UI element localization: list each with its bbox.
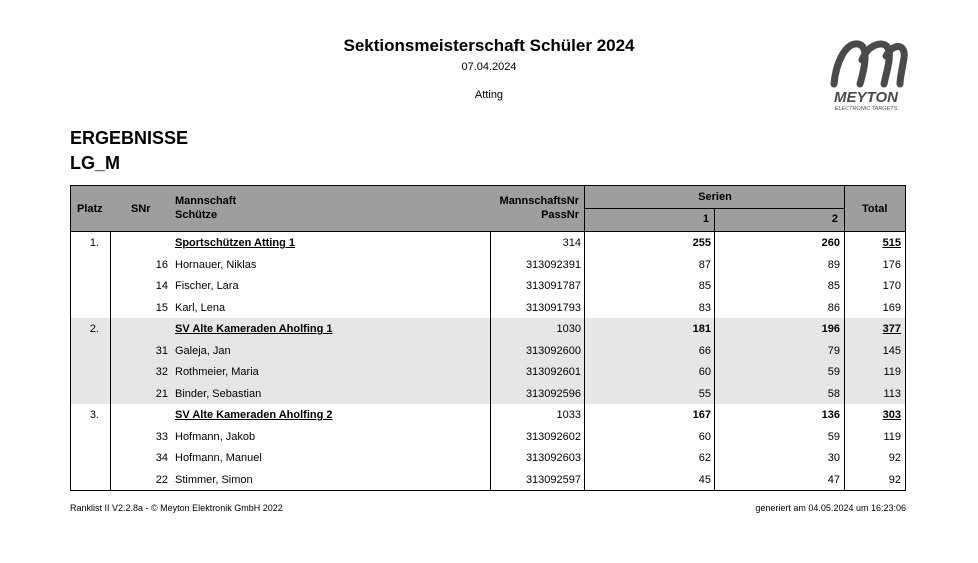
cell-serie-1: 60 xyxy=(698,430,711,443)
cell-name: Rothmeier, Maria xyxy=(175,366,259,378)
col-serie-2: 2 xyxy=(831,213,838,225)
cell-serie-1: 87 xyxy=(698,258,711,271)
cell-serie-1: 181 xyxy=(692,323,711,335)
cell-total: 377 xyxy=(882,323,901,335)
cell-total: 515 xyxy=(882,237,901,249)
cell-total: 303 xyxy=(882,409,901,421)
shooter-row xyxy=(71,297,905,319)
col-serie-1: 1 xyxy=(702,213,709,225)
col-passnr: PassNr xyxy=(541,209,579,221)
col-mannschaftsnr: MannschaftsNr xyxy=(499,195,579,207)
cell-name: SV Alte Kameraden Aholfing 1 xyxy=(175,323,333,335)
cell-snr: 15 xyxy=(155,301,168,314)
cell-name: SV Alte Kameraden Aholfing 2 xyxy=(175,409,333,421)
cell-platz: 3. xyxy=(89,409,99,421)
cell-name: Hornauer, Niklas xyxy=(175,258,257,271)
cell-total: 119 xyxy=(883,366,901,378)
cell-platz: 1. xyxy=(89,237,99,249)
event-location: Atting xyxy=(474,89,504,101)
cell-number: 313092391 xyxy=(525,258,581,271)
cell-serie-2: 196 xyxy=(821,323,840,335)
cell-snr: 31 xyxy=(155,344,168,357)
cell-snr: 21 xyxy=(155,387,168,400)
col-snr: SNr xyxy=(131,203,151,215)
shooter-row xyxy=(71,254,905,276)
cell-snr: 33 xyxy=(155,430,168,443)
cell-serie-2: 136 xyxy=(821,409,840,421)
cell-name: Stimmer, Simon xyxy=(175,473,253,486)
event-date: 07.04.2024 xyxy=(461,61,517,73)
meyton-logo xyxy=(824,34,908,114)
cell-number: 314 xyxy=(562,237,581,249)
cell-number: 313091787 xyxy=(525,280,581,292)
logo-subtext: ELECTRONIC TARGETS xyxy=(834,106,898,112)
shooter-row xyxy=(71,340,905,362)
shooter-row xyxy=(71,447,905,469)
cell-snr: 34 xyxy=(155,452,168,464)
cell-serie-2: 47 xyxy=(827,473,840,486)
cell-serie-1: 83 xyxy=(698,301,711,314)
cell-serie-2: 79 xyxy=(827,344,840,357)
cell-platz: 2. xyxy=(89,323,99,335)
cell-serie-1: 66 xyxy=(698,344,711,357)
cell-name: Binder, Sebastian xyxy=(175,387,262,400)
cell-name: Galeja, Jan xyxy=(175,344,231,357)
cell-total: 92 xyxy=(888,473,901,486)
col-mannschaft: Mannschaft xyxy=(175,195,237,207)
cell-name: Hofmann, Jakob xyxy=(175,430,256,443)
cell-name: Fischer, Lara xyxy=(175,280,239,292)
col-total: Total xyxy=(862,203,888,215)
shooter-row xyxy=(71,426,905,448)
shooter-row xyxy=(71,469,905,491)
cell-name: Karl, Lena xyxy=(175,301,226,314)
footer-version: Ranklist II V2.2.8a - © Meyton Elektronik GmbH 2022 xyxy=(70,503,283,513)
cell-serie-1: 45 xyxy=(698,473,711,486)
cell-serie-2: 58 xyxy=(827,387,840,400)
cell-total: 119 xyxy=(883,430,901,443)
cell-number: 313092602 xyxy=(525,430,581,443)
cell-serie-2: 59 xyxy=(827,430,840,443)
page-title: Sektionsmeisterschaft Schüler 2024 xyxy=(343,36,635,55)
footer-generated: generiert am 04.05.2024 um 16:23:06 xyxy=(755,503,906,513)
cell-number: 1033 xyxy=(556,409,581,421)
cell-name: Hofmann, Manuel xyxy=(175,452,262,464)
cell-snr: 32 xyxy=(155,366,168,378)
team-row xyxy=(71,404,905,426)
team-row xyxy=(71,318,905,340)
cell-snr: 22 xyxy=(155,473,168,486)
cell-serie-1: 60 xyxy=(698,366,711,378)
logo-text: MEYTON xyxy=(834,89,898,106)
logo-arc-left xyxy=(834,44,865,84)
cell-total: 113 xyxy=(883,387,901,400)
cell-total: 145 xyxy=(882,344,901,357)
cell-serie-2: 86 xyxy=(827,301,840,314)
cell-serie-2: 85 xyxy=(827,280,840,292)
col-platz: Platz xyxy=(77,203,103,215)
cell-number: 313092597 xyxy=(525,473,581,486)
cell-serie-1: 55 xyxy=(698,387,711,400)
shooter-row xyxy=(71,275,905,297)
cell-number: 313092601 xyxy=(525,366,581,378)
shooter-row xyxy=(71,383,905,405)
cell-serie-2: 30 xyxy=(827,452,840,464)
cell-total: 170 xyxy=(882,280,901,292)
cell-number: 313092600 xyxy=(525,344,581,357)
table-header xyxy=(71,186,905,232)
cell-snr: 16 xyxy=(155,258,168,271)
cell-total: 176 xyxy=(882,258,901,271)
cell-serie-2: 59 xyxy=(827,366,840,378)
cell-number: 313091793 xyxy=(525,301,581,314)
cell-number: 1030 xyxy=(556,323,581,335)
shooter-row xyxy=(71,361,905,383)
cell-serie-1: 85 xyxy=(698,280,711,292)
cell-total: 92 xyxy=(888,452,901,464)
results-heading: ERGEBNISSE xyxy=(70,128,189,148)
cell-snr: 14 xyxy=(155,280,168,292)
cell-serie-1: 62 xyxy=(698,452,711,464)
cell-total: 169 xyxy=(882,301,901,314)
team-row xyxy=(71,232,905,254)
cell-number: 313092603 xyxy=(525,452,581,464)
class-heading: LG_M xyxy=(70,153,121,173)
results-table xyxy=(70,185,906,491)
cell-serie-1: 167 xyxy=(692,409,711,421)
cell-serie-2: 260 xyxy=(821,237,840,249)
col-schuetze: Schütze xyxy=(175,209,218,221)
cell-serie-1: 255 xyxy=(692,237,711,249)
cell-name: Sportschützen Atting 1 xyxy=(175,237,295,249)
cell-number: 313092596 xyxy=(525,387,581,400)
cell-serie-2: 89 xyxy=(827,258,840,271)
col-serien: Serien xyxy=(698,191,732,203)
